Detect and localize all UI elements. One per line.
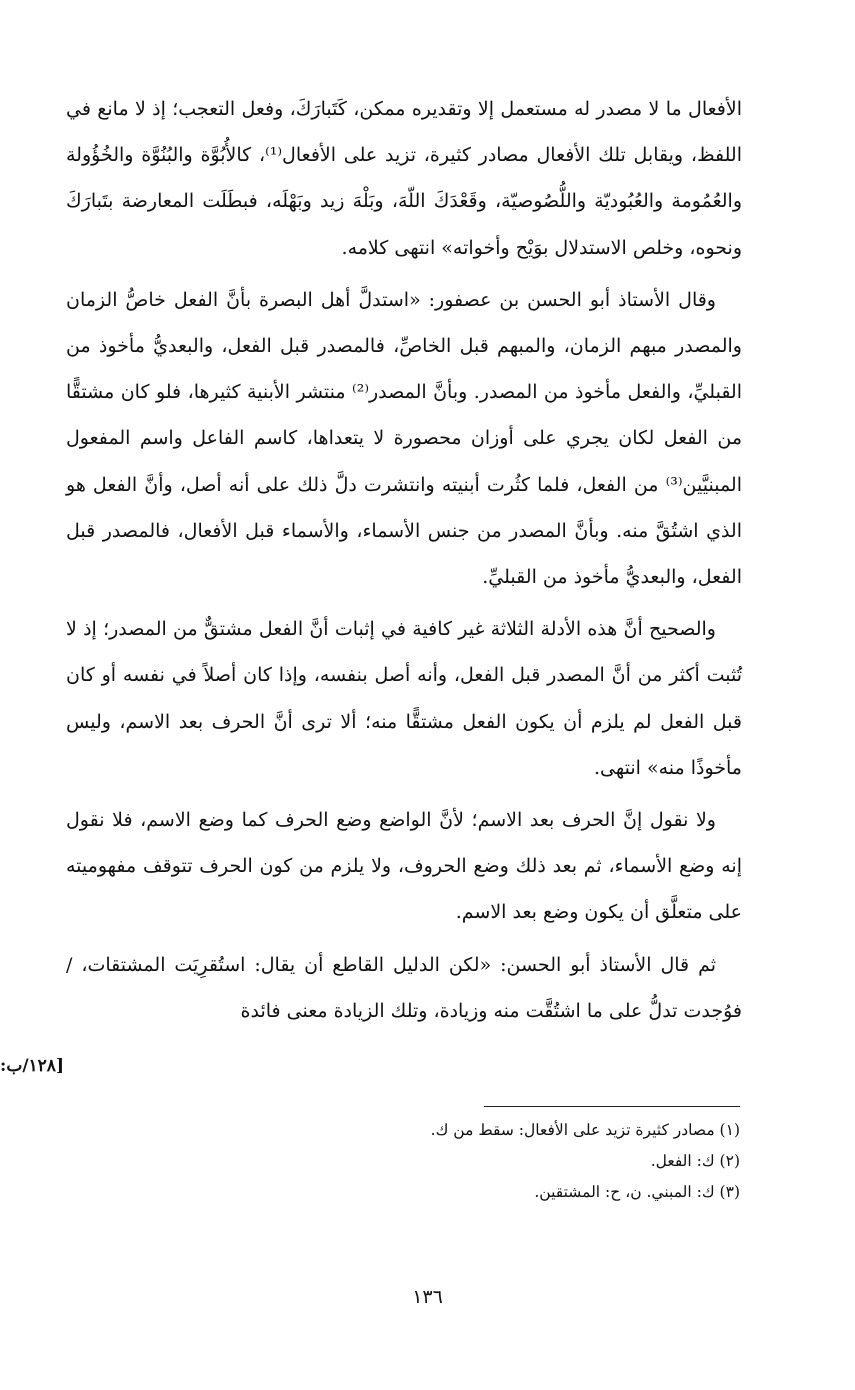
main-text <box>66 86 742 1040</box>
footnote-divider <box>484 1106 740 1107</box>
footnote: (١) مصادر كثيرة تزيد على الأفعال: سقط من ك. <box>430 1121 740 1139</box>
manuscript-folio-reference: [١٢٨/ب: <box>0 1056 64 1076</box>
paragraph: والصحيح أنَّ هذه الأدلة الثلاثة غير كافية في إثبات أنَّ الفعل مشتقٌّ من المصدر؛ إذ لا تُثبت أكثر من أنَّ المصدر قبل الفعل، وأنه أصل بنفسه، وإذا كان أصلاً في نفسه أو كان قبل الفعل لم يلزم أن يكون الفعل مشتقًّا منه؛ ألا ترى أنَّ الحرف بعد الاسم، وليس مأخوذًا منه» انتهى. <box>66 618 742 779</box>
footnotes <box>200 1115 740 1208</box>
paragraph: ثم قال الأستاذ أبو الحسن: «لكن الدليل القاطع أن يقال: استُقرِيَت المشتقات، /فوُجدت تدلُّ على ما اشتُقَّت منه وزيادة، وتلك الزيادة معنى فائدة <box>66 953 742 1022</box>
paragraph: وقال الأستاذ أبو الحسن بن عصفور: «استدلَّ أهل البصرة بأنَّ الفعل خاصُّ الزمان والمصدر مبهم الزمان، والمبهم قبل الخاصِّ، فالمصدر قبل الفعل، والبعديُّ مأخوذ من القبليِّ، والفعل مأخوذ من المصدر. وبأنَّ المصدر⁽²⁾ منتشر الأبنية كثيرها، فلو كان مشتقًّا من الفعل لكان يجري على أوزان محصورة لا يتعداها، كاسم الفاعل واسم المفعول المبنيَّين⁽³⁾ من الفعل، فلما كثُرت أبنيته وانتشرت دلَّ ذلك على أنه أصل، وأنَّ الفعل هو الذي اشتُقَّ منه. وبأنَّ المصدر من جنس الأسماء، والأسماء قبل الأفعال، فالمصدر قبل الفعل، والبعديُّ مأخوذ من القبليِّ. <box>66 288 742 589</box>
footnote: (٣) ك: المبني. ن، ح: المشتقين. <box>534 1183 740 1201</box>
footnote: (٢) ك: الفعل. <box>650 1152 740 1170</box>
paragraph: ولا نقول إنَّ الحرف بعد الاسم؛ لأنَّ الواضع وضع الحرف كما وضع الاسم، فلا نقول إنه وضع الأسماء، ثم بعد ذلك وضع الحروف، ولا يلزم من كون الحرف تتوقف مفهوميته على متعلَّق أن يكون وضع بعد الاسم. <box>66 809 742 924</box>
paragraph: الأفعال ما لا مصدر له مستعمل إلا وتقديره ممكن، كَتَبارَكَ، وفعل التعجب؛ إذ لا مانع في اللفظ، ويقابل تلك الأفعال مصادر كثيرة، تزيد على الأفعال⁽¹⁾، كالأُبُوَّة والبُنُوَّة والخُؤُولة والعُمُومة والعُبُوديّة واللُّصُوصيّة، وقَعْدَكَ اللّهَ، وبَلْهَ زيد وبَهْلَه، فبطَلَت المعارضة بتَبارَكَ ونحوه، وخلص الاستدلال بوَيْح وأخواته» انتهى كلامه. <box>66 98 742 259</box>
page-number: ١٣٦ <box>412 1286 443 1308</box>
